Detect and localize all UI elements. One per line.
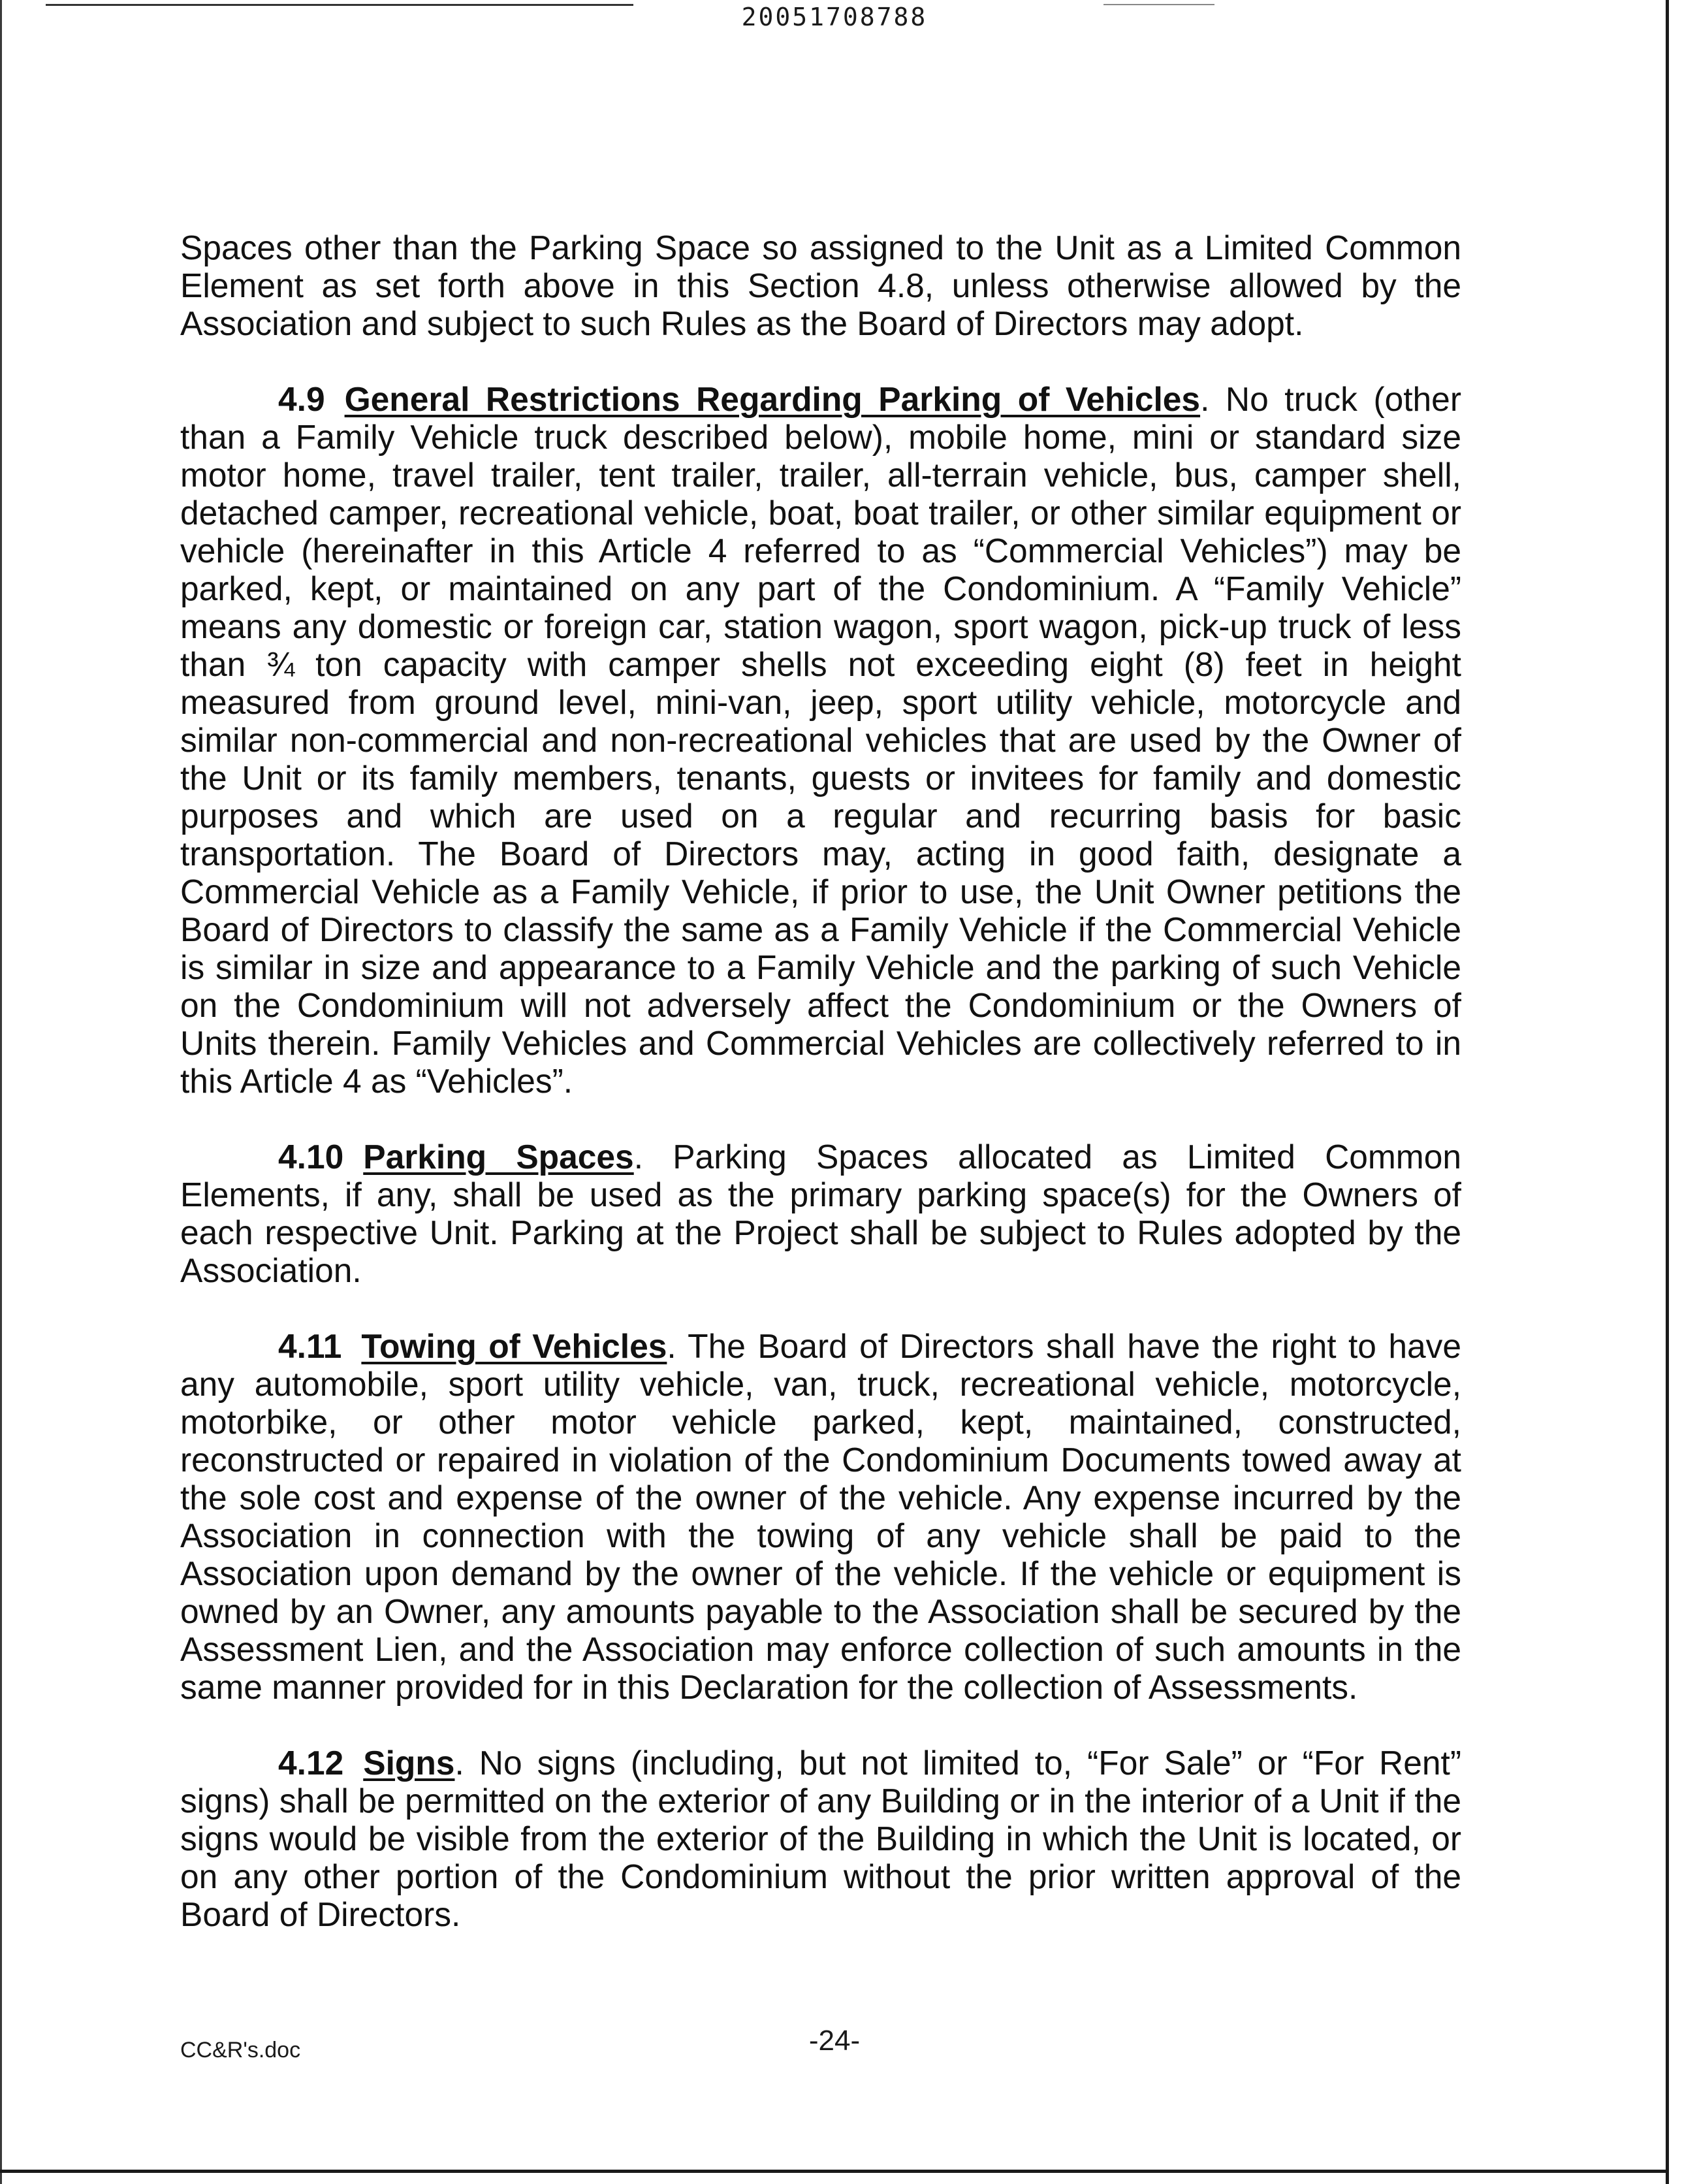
section-body: No truck (other than a Family Vehicle truck described below), mobile home, mini or standard size motor home, travel trailer, tent trailer, trailer, all-terrain vehicle, bus, camper shell, detached camper, recreational vehicle, boat, boat trailer, or other similar equipment or vehicle (hereinafter in this Article 4 referred to as “Commercial Vehicles”) may be parked, kept, or maintained on any part of the Condominium. A “Family Vehicle” means any domestic or foreign car, station wagon, sport wagon, pick-up truck of less than ¾ ton capacity with camper shells not exceeding eight (8) feet in height measured from ground level, mini-van, jeep, sport utility vehicle, motorcycle and similar non-commercial and non-recreational vehicles that are used by the Owner of the Unit or its family members, tenants, guests or invitees for family and domestic purposes and which are used on a regular and recurring basis for basic transportation. The Board of Directors may, acting in good faith, designate a Commercial Vehicle as a Family Vehicle, if prior to use, the Unit Owner petitions the Board of Directors to classify the same as a Family Vehicle if the Commercial Vehicle is similar in size and appearance to a Family Vehicle and the parking of such Vehicle on the Condominium will not adversely affect the Condominium or the Owners of Units therein. Family Vehicles and Commercial Vehicles are collectively referred to in this Article 4 as “Vehicles”. [180,380,1461,1100]
section-number: 4.9 [278,380,325,418]
section-4-9: 4.9 General Restrictions Regarding Parking of Vehicles. No truck (other than a Family Vehicle truck described below), mobile home, mini or standard size motor home, travel trailer, tent trailer, trailer, all-terrain vehicle, bus, camper shell, detached camper, recreational vehicle, boat, boat trailer, or other similar equipment or vehicle (hereinafter in this Article 4 referred to as “Commercial Vehicles”) may be parked, kept, or maintained on any part of the Condominium. A “Family Vehicle” means any domestic or foreign car, station wagon, sport wagon, pick-up truck of less than ¾ ton capacity with camper shells not exceeding eight (8) feet in height measured from ground level, mini-van, jeep, sport utility vehicle, motorcycle and similar non-commercial and non-recreational vehicles that are used by the Owner of the Unit or its family members, tenants, guests or invitees for family and domestic purposes and which are used on a regular and recurring basis for basic transportation. The Board of Directors may, acting in good faith, designate a Commercial Vehicle as a Family Vehicle, if prior to use, the Unit Owner petitions the Board of Directors to classify the same as a Family Vehicle if the Commercial Vehicle is similar in size and appearance to a Family Vehicle and the parking of such Vehicle on the Condominium will not adversely affect the Condominium or the Owners of Units therein. Family Vehicles and Commercial Vehicles are collectively referred to in this Article 4 as “Vehicles”. [180,380,1461,1100]
section-title: General Restrictions Regarding Parking of Vehicles [344,380,1201,418]
section-number: 4.11 [278,1327,342,1365]
document-number: 20051708788 [741,3,928,31]
section-number: 4.10 [278,1138,344,1176]
section-title: Parking Spaces [363,1138,634,1176]
section-4-12: 4.12 Signs. No signs (including, but not limited to, “For Sale” or “For Rent” signs) shall be permitted on the exterior of any Building or in the interior of a Unit if the signs would be visible from the exterior of the Building in which the Unit is located, or on any other portion of the Condominium without the prior written approval of the Board of Directors. [180,1744,1461,1933]
section-body: The Board of Directors shall have the right to have any automobile, sport utility vehicle, van, truck, recreational vehicle, motorcycle, motorbike, or other motor vehicle parked, kept, maintained, constructed, reconstructed or repaired in violation of the Condominium Documents towed away at the sole cost and expense of the owner of the vehicle. Any expense incurred by the Association in connection with the towing of any vehicle shall be paid to the Association upon demand by the owner of the vehicle. If the vehicle or equipment is owned by an Owner, any amounts payable to the Association shall be secured by the Assessment Lien, and the Association may enforce collection of such amounts in the same manner provided for in this Declaration for the collection of Assessments. [180,1327,1461,1706]
section-title: Towing of Vehicles [361,1327,667,1365]
section-4-11: 4.11 Towing of Vehicles. The Board of Directors shall have the right to have any automobile, sport utility vehicle, van, truck, recreational vehicle, motorcycle, motorbike, or other motor vehicle parked, kept, maintained, constructed, reconstructed or repaired in violation of the Condominium Documents towed away at the sole cost and expense of the owner of the vehicle. Any expense incurred by the Association in connection with the towing of any vehicle shall be paid to the Association upon demand by the owner of the vehicle. If the vehicle or equipment is owned by an Owner, any amounts payable to the Association shall be secured by the Assessment Lien, and the Association may enforce collection of such amounts in the same manner provided for in this Declaration for the collection of Assessments. [180,1327,1461,1706]
footer-page-number: -24- [808,2025,861,2057]
section-body: No signs (including, but not limited to, “For Sale” or “For Rent” signs) shall be permitted on the exterior of any Building or in the interior of a Unit if the signs would be visible from the exterior of the Building in which the Unit is located, or on any other portion of the Condominium without the prior written approval of the Board of Directors. [180,1744,1461,1933]
section-title: Signs [363,1744,455,1782]
scan-edge-bottom [0,2170,1669,2173]
section-body: Parking Spaces allocated as Limited Common Elements, if any, shall be used as the primary parking space(s) for the Owners of each respective Unit. Parking at the Project shall be subject to Rules adopted by the Association. [180,1138,1461,1289]
continuation-paragraph: Spaces other than the Parking Space so assigned to the Unit as a Limited Common Element as set forth above in this Section 4.8, unless otherwise allowed by the Association and subject to such Rules as the Board of Directors may adopt. [180,229,1461,342]
section-number: 4.12 [278,1744,344,1782]
footer-file-name: CC&R's.doc [180,2038,301,2063]
page-body [180,229,1461,1971]
scan-edge-left [0,0,2,2184]
section-4-10: 4.10 Parking Spaces. Parking Spaces allocated as Limited Common Elements, if any, shall be used as the primary parking space(s) for the Owners of each respective Unit. Parking at the Project shall be subject to Rules adopted by the Association. [180,1138,1461,1289]
scan-edge-right [1666,0,1669,2184]
